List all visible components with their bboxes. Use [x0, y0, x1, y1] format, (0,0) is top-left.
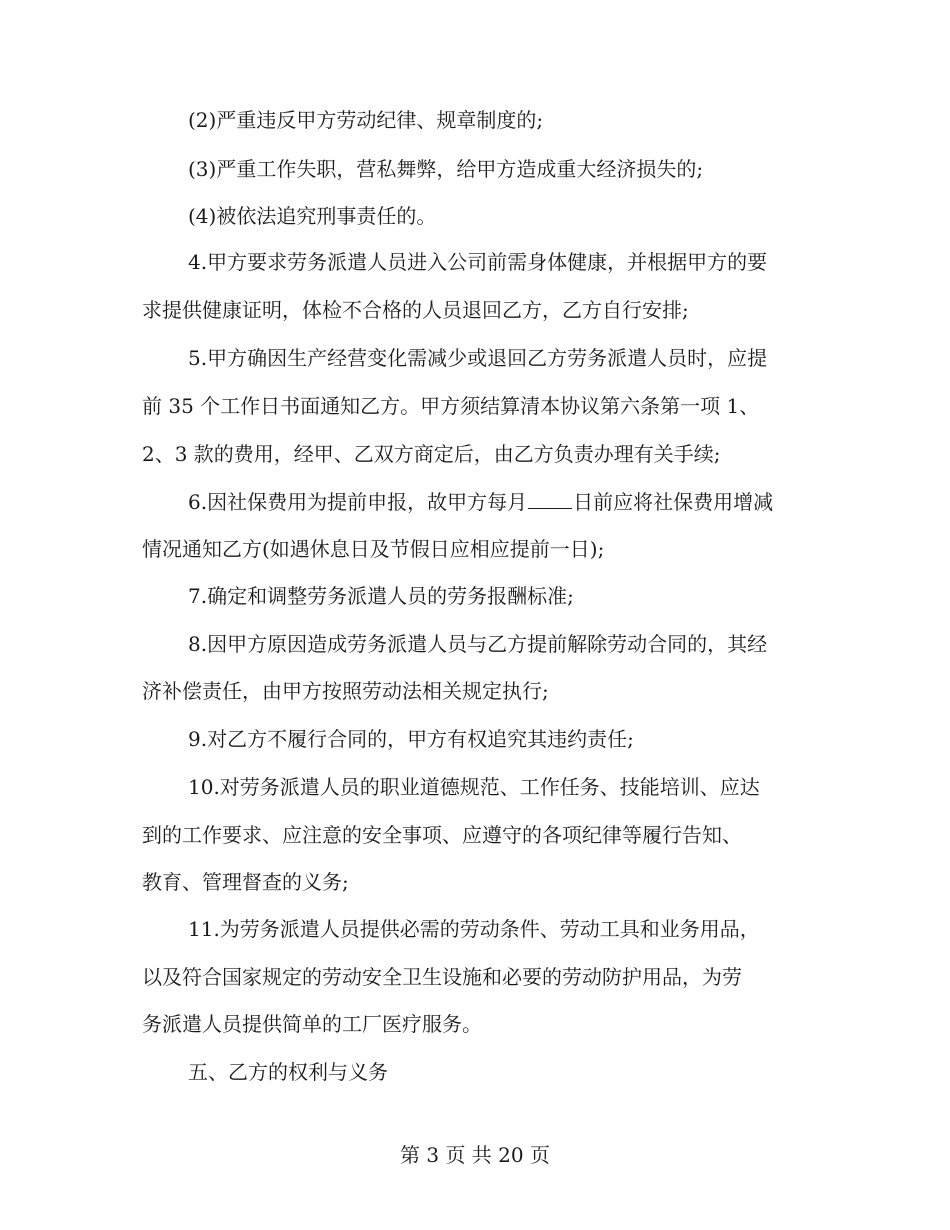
clause-line: 11.为劳务派遣人员提供必需的劳动条件、劳动工具和业务用品，: [188, 917, 760, 941]
clause-text-before-blank: 6.因社保费用为提前申报，故甲方每月: [188, 490, 528, 514]
page-number-footer: 第 3 页 共 20 页: [400, 1143, 550, 1167]
clause-line: 4.甲方要求劳务派遣人员进入公司前需身体健康，并根据甲方的要: [188, 250, 768, 274]
clause-line: 9.对乙方不履行合同的，甲方有权追究其违约责任;: [188, 727, 634, 751]
clause-line: 7.确定和调整劳务派遣人员的劳务报酬标准;: [188, 584, 574, 608]
section-heading: 五、乙方的权利与义务: [188, 1060, 388, 1084]
clause-line: 到的工作要求、应注意的安全事项、应遵守的各项纪律等履行告知、: [142, 823, 742, 847]
clause-line: 求提供健康证明，体检不合格的人员退回乙方，乙方自行安排;: [142, 298, 689, 322]
clause-line-with-blank: [188, 490, 773, 514]
clause-line: 情况通知乙方(如遇休息日及节假日应相应提前一日);: [142, 537, 605, 561]
clause-line: 5.甲方确因生产经营变化需减少或退回乙方劳务派遣人员时，应提: [188, 346, 768, 370]
clause-line: 务派遣人员提供简单的工厂医疗服务。: [142, 1012, 482, 1036]
clause-line: 8.因甲方原因造成劳务派遣人员与乙方提前解除劳动合同的，其经: [188, 632, 768, 656]
clause-line: (2)严重违反甲方劳动纪律、规章制度的;: [188, 108, 544, 132]
clause-line: (3)严重工作失职，营私舞弊，给甲方造成重大经济损失的;: [188, 157, 704, 181]
clause-line: (4)被依法追究刑事责任的。: [188, 204, 437, 228]
clause-line: 10.对劳务派遣人员的职业道德规范、工作任务、技能培训、应达: [188, 775, 760, 799]
clause-line: 2、3 款的费用，经甲、乙双方商定后，由乙方负责办理有关手续;: [142, 442, 721, 466]
clause-text-after-blank: 日前应将社保费用增减: [573, 490, 774, 514]
clause-line: 以及符合国家规定的劳动安全卫生设施和必要的劳动防护用品，为劳: [142, 965, 742, 989]
fill-in-blank: [528, 490, 572, 509]
clause-line: 前 35 个工作日书面通知乙方。甲方须结算清本协议第六条第一项 1、: [142, 394, 760, 418]
clause-line: 济补偿责任，由甲方按照劳动法相关规定执行;: [142, 679, 549, 703]
clause-line: 教育、管理督查的义务;: [142, 870, 349, 894]
